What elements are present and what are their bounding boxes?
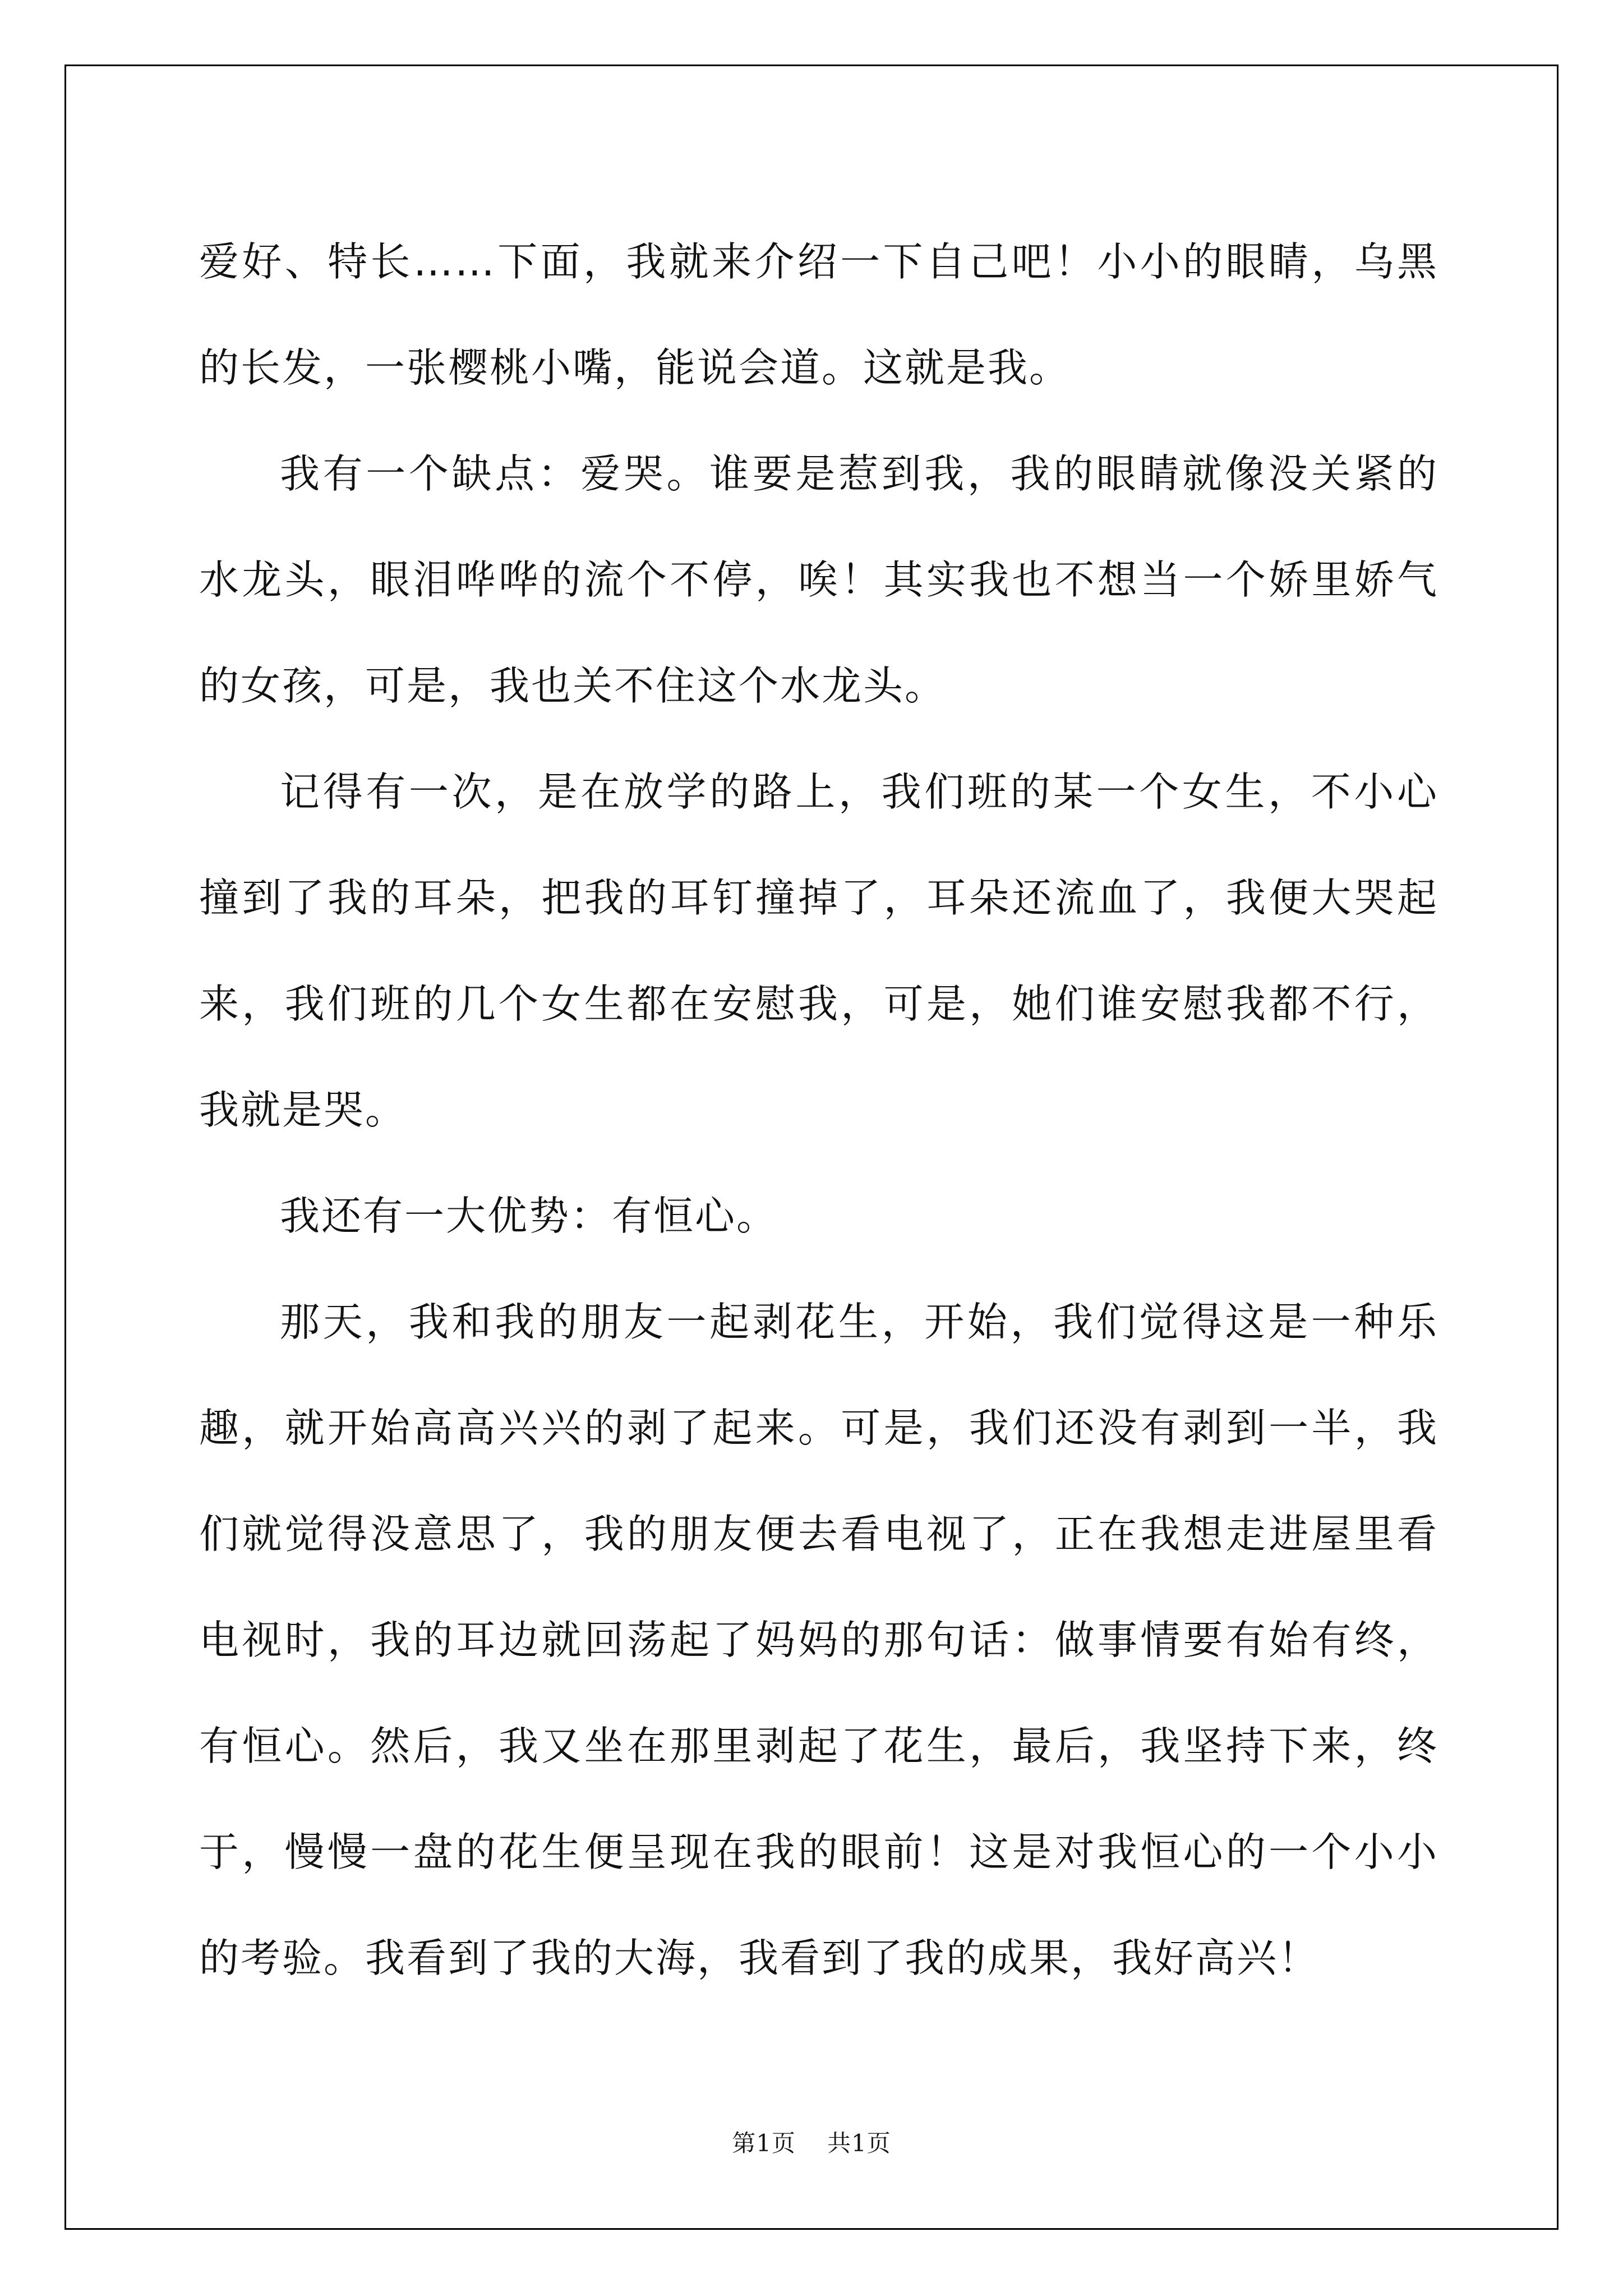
- paragraph: 爱好、特长……下面，我就来介绍一下自己吧！小小的眼睛，乌黑的长发，一张樱桃小嘴，能说会道。这就是我。: [199, 238, 1438, 391]
- page-number: 第1页: [732, 2129, 796, 2157]
- document-body: [199, 209, 1438, 2011]
- page-total: 共1页: [827, 2129, 891, 2157]
- paragraph: 那天，我和我的朋友一起剥花生，开始，我们觉得这是一种乐趣，就开始高高兴兴的剥了起来。可是，我们还没有剥到一半，我们就觉得没意思了，我的朋友便去看电视了，正在我想走进屋里看电视时，我的耳边就回荡起了妈妈的那句话：做事情要有始有终，有恒心。然后，我又坐在那里剥起了花生，最后，我坚持下来，终于，慢慢一盘的花生便呈现在我的眼前！这是对我恒心的一个小小的考验。我看到了我的大海，我看到了我的成果，我好高兴！: [199, 1299, 1438, 1981]
- paragraph: 记得有一次，是在放学的路上，我们班的某一个女生，不小心撞到了我的耳朵，把我的耳钉撞掉了，耳朵还流血了，我便大哭起来，我们班的几个女生都在安慰我，可是，她们谁安慰我都不行，我就是哭。: [199, 769, 1438, 1133]
- page-footer: [0, 2125, 1623, 2159]
- paragraph: 我还有一大优势：有恒心。: [280, 1193, 778, 1239]
- paragraph: 我有一个缺点：爱哭。谁要是惹到我，我的眼睛就像没关紧的水龙头，眼泪哗哗的流个不停，唉！其实我也不想当一个娇里娇气的女孩，可是，我也关不住这个水龙头。: [199, 450, 1438, 709]
